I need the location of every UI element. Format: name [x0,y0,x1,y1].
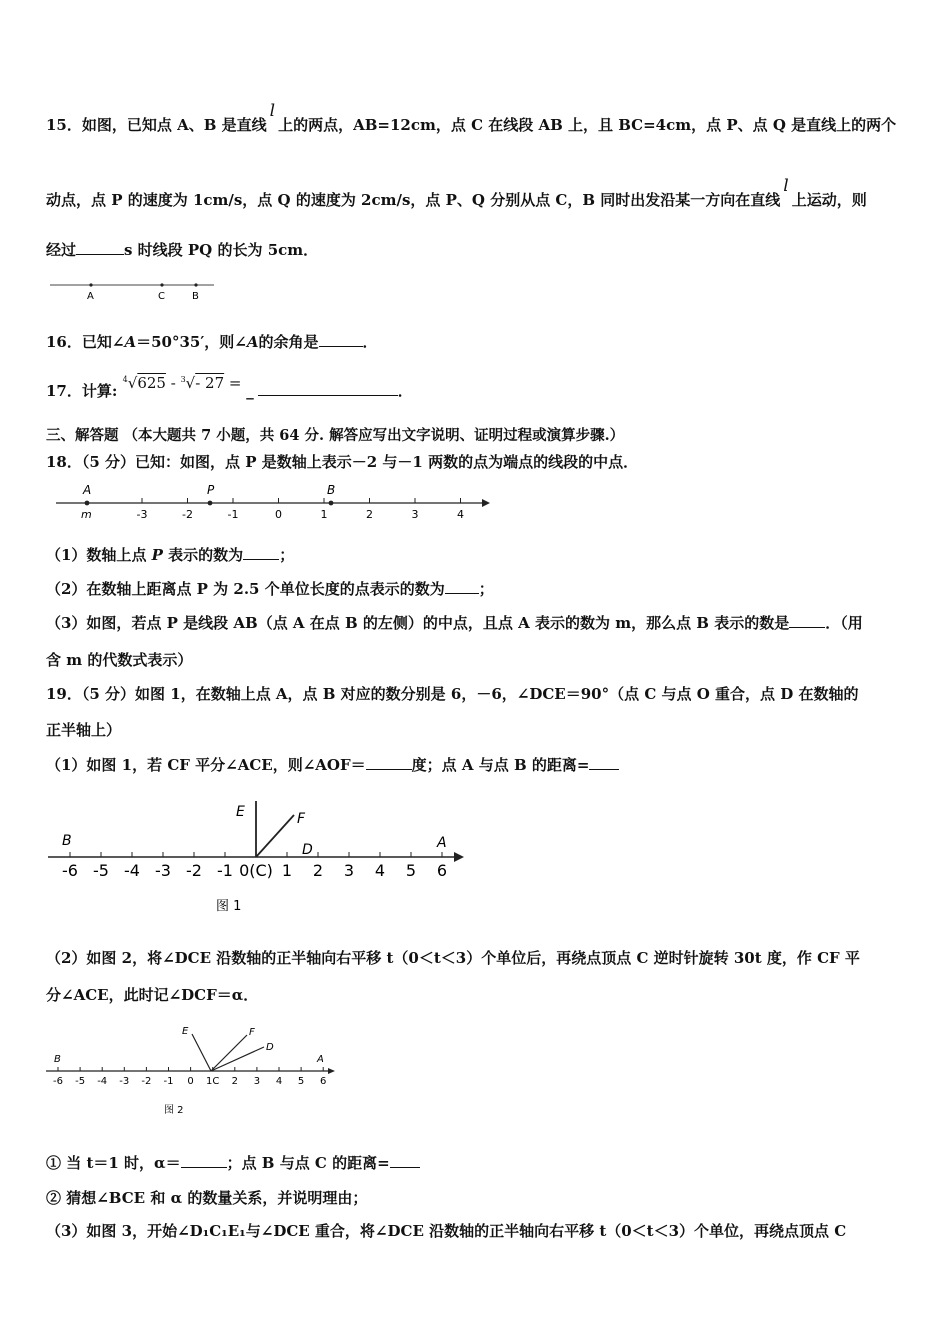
q19-stem-2: 正半轴上） [46,721,122,739]
label-d: D [266,1042,274,1053]
tick-label: -6 [62,861,78,880]
label-m: m [81,508,92,521]
ray-cf [211,1035,247,1071]
label-a: A [437,835,447,851]
q19-part2-line1: （2）如图 2，将∠DCE 沿数轴的正半轴向右平移 t（0＜t＜3）个单位后，再绕点顶点 C 逆时针旋转 30t 度，作 CF 平 [46,949,860,967]
answer-blank[interactable] [258,381,398,396]
axis-arrow [454,852,464,862]
label-b: B [327,483,336,497]
tick-label: 5 [297,1076,305,1087]
tick-label: 1 [320,508,328,521]
answer-blank[interactable] [76,240,124,255]
q19-figure-1 [44,795,474,925]
ray-cf [256,815,294,857]
label-a: A [83,483,92,497]
figure-caption: 图 2 [164,1105,184,1116]
tick-label: -5 [75,1076,86,1087]
axis-ticks [53,1067,326,1087]
tick-label: 1C [206,1076,220,1087]
tick-label: 4 [275,1076,283,1087]
tick-label: -4 [97,1076,108,1087]
tick-label: -1 [227,508,239,521]
tick-label: 5 [405,861,417,880]
answer-blank[interactable] [181,1153,227,1168]
answer-blank[interactable] [589,755,619,770]
label-b: B [54,1054,61,1065]
tick-label: -5 [93,861,109,880]
tick-label: -2 [141,1076,152,1087]
tick-label: 4 [457,508,464,521]
label-a: A [87,291,94,302]
tick-label: 0 [275,508,282,521]
point-b [329,501,334,506]
tick-label: -3 [136,508,148,521]
q19-case1: ① 当 t＝1 时，α＝ ；点 B 与点 C 的距离= [46,1153,420,1173]
label-f: F [297,811,306,827]
ray-ce [192,1034,211,1071]
q15-line2: 动点，点 P 的速度为 1cm/s，点 Q 的速度为 2cm/s，点 P、Q 分别从点 C，B 同时出发沿某一方向在直线l上运动，则 [46,176,867,209]
q19-figure-2 [44,1020,344,1120]
q19-part2-line2: 分∠ACE，此时记∠DCF＝α． [46,986,259,1004]
q19-stem-1: 19．（5 分）如图 1，在数轴上点 A，点 B 对应的数分别是 6，－6，∠DCE＝90°（点 C 与点 O 重合，点 D 在数轴的 [46,685,859,703]
answer-blank[interactable] [789,613,825,628]
axis-arrow [328,1068,335,1074]
point-a [85,501,90,506]
q15-line1: 15．如图，已知点 A、B 是直线l上的两点，AB=12cm，点 C 在线段 AB 上，且 BC=4cm，点 P、点 Q 是直线上的两个 [46,101,897,134]
q16: 16．已知∠A＝50°35′，则∠A的余角是 ． [46,333,378,351]
q17-expression: $^4$√625 - $^3$√- 27 = [122,374,247,392]
q18-part1: （1）数轴上点 P 表示的数为 ； [46,546,295,564]
label-f: F [249,1027,255,1038]
tick-label: -4 [124,861,140,880]
q15-figure [46,275,221,305]
tick-label: -3 [155,861,171,880]
axis-ticks [62,852,447,880]
point-b [194,283,197,286]
point-p [208,501,213,506]
label-e: E [182,1026,189,1037]
tick-label: 6 [436,861,448,880]
point-c [160,283,163,286]
answer-blank[interactable] [319,332,363,347]
tick-label: -1 [163,1076,174,1087]
tick-label: 4 [374,861,386,880]
q19-case2: ② 猜想∠BCE 和 α 的数量关系，并说明理由； [46,1189,368,1207]
q19-part3: （3）如图 3，开始∠D₁C₁E₁与∠DCE 重合，将∠DCE 沿数轴的正半轴向右平移 t（0＜t＜3）个单位，再绕点顶点 C [46,1222,847,1240]
axis-arrow [482,499,490,507]
tick-label: 1 [281,861,293,880]
axis-ticks [137,498,464,521]
label-a: A [317,1054,324,1065]
answer-blank[interactable] [243,545,279,560]
tick-label: 0(C) [239,861,273,880]
tick-label: 2 [231,1076,238,1087]
point-a [89,283,92,286]
tick-label: 2 [312,861,324,880]
q18-part2: （2）在数轴上距离点 P 为 2.5 个单位长度的点表示的数为 ； [46,580,494,598]
section-3-title: 三、解答题 （本大题共 7 小题，共 64 分. 解答应写出文字说明、证明过程或演算步骤.） [46,427,625,444]
q18-part3: （3）如图，若点 P 是线段 AB（点 A 在点 B 的左侧）的中点，且点 A 表示的数为 m，那么点 B 表示的数是 ．（用 [46,614,863,632]
answer-blank[interactable] [390,1153,420,1168]
q18-number-line [46,480,496,525]
answer-blank[interactable] [366,755,412,770]
tick-label: -3 [119,1076,130,1087]
figure-caption: 图 1 [216,899,242,914]
tick-label: 3 [253,1076,261,1087]
tick-label: 0 [187,1076,194,1087]
tick-label: -6 [53,1076,63,1087]
q15-line3: 经过 s 时线段 PQ 的长为 5cm． [46,241,319,259]
q18-stem: 18．（5 分）已知：如图，点 P 是数轴上表示－2 与－1 两数的点为端点的线段的中点． [46,453,639,471]
tick-label: 2 [366,508,373,521]
label-p: P [207,483,215,497]
tick-label: 6 [320,1076,327,1087]
label-b: B [192,291,199,302]
tick-label: 3 [343,861,355,880]
label-d: D [302,842,313,858]
q17: 17．计算: $^4$√625 - $^3$√- 27 = _ ． [46,374,413,400]
tick-label: -1 [217,861,233,880]
label-c: C [158,291,165,302]
label-e: E [236,804,245,820]
q19-part1: （1）如图 1，若 CF 平分∠ACE，则∠AOF＝ 度；点 A 与点 B 的距离= [46,755,619,775]
tick-label: -2 [182,508,193,521]
line-l-symbol: l [783,176,789,196]
q18-part3-cont: 含 m 的代数式表示） [46,651,193,669]
answer-blank[interactable] [445,579,479,594]
tick-label: 3 [411,508,419,521]
label-b: B [62,833,72,849]
tick-label: -2 [186,861,202,880]
ray-cd [211,1047,264,1071]
line-l-symbol: l [269,101,276,121]
